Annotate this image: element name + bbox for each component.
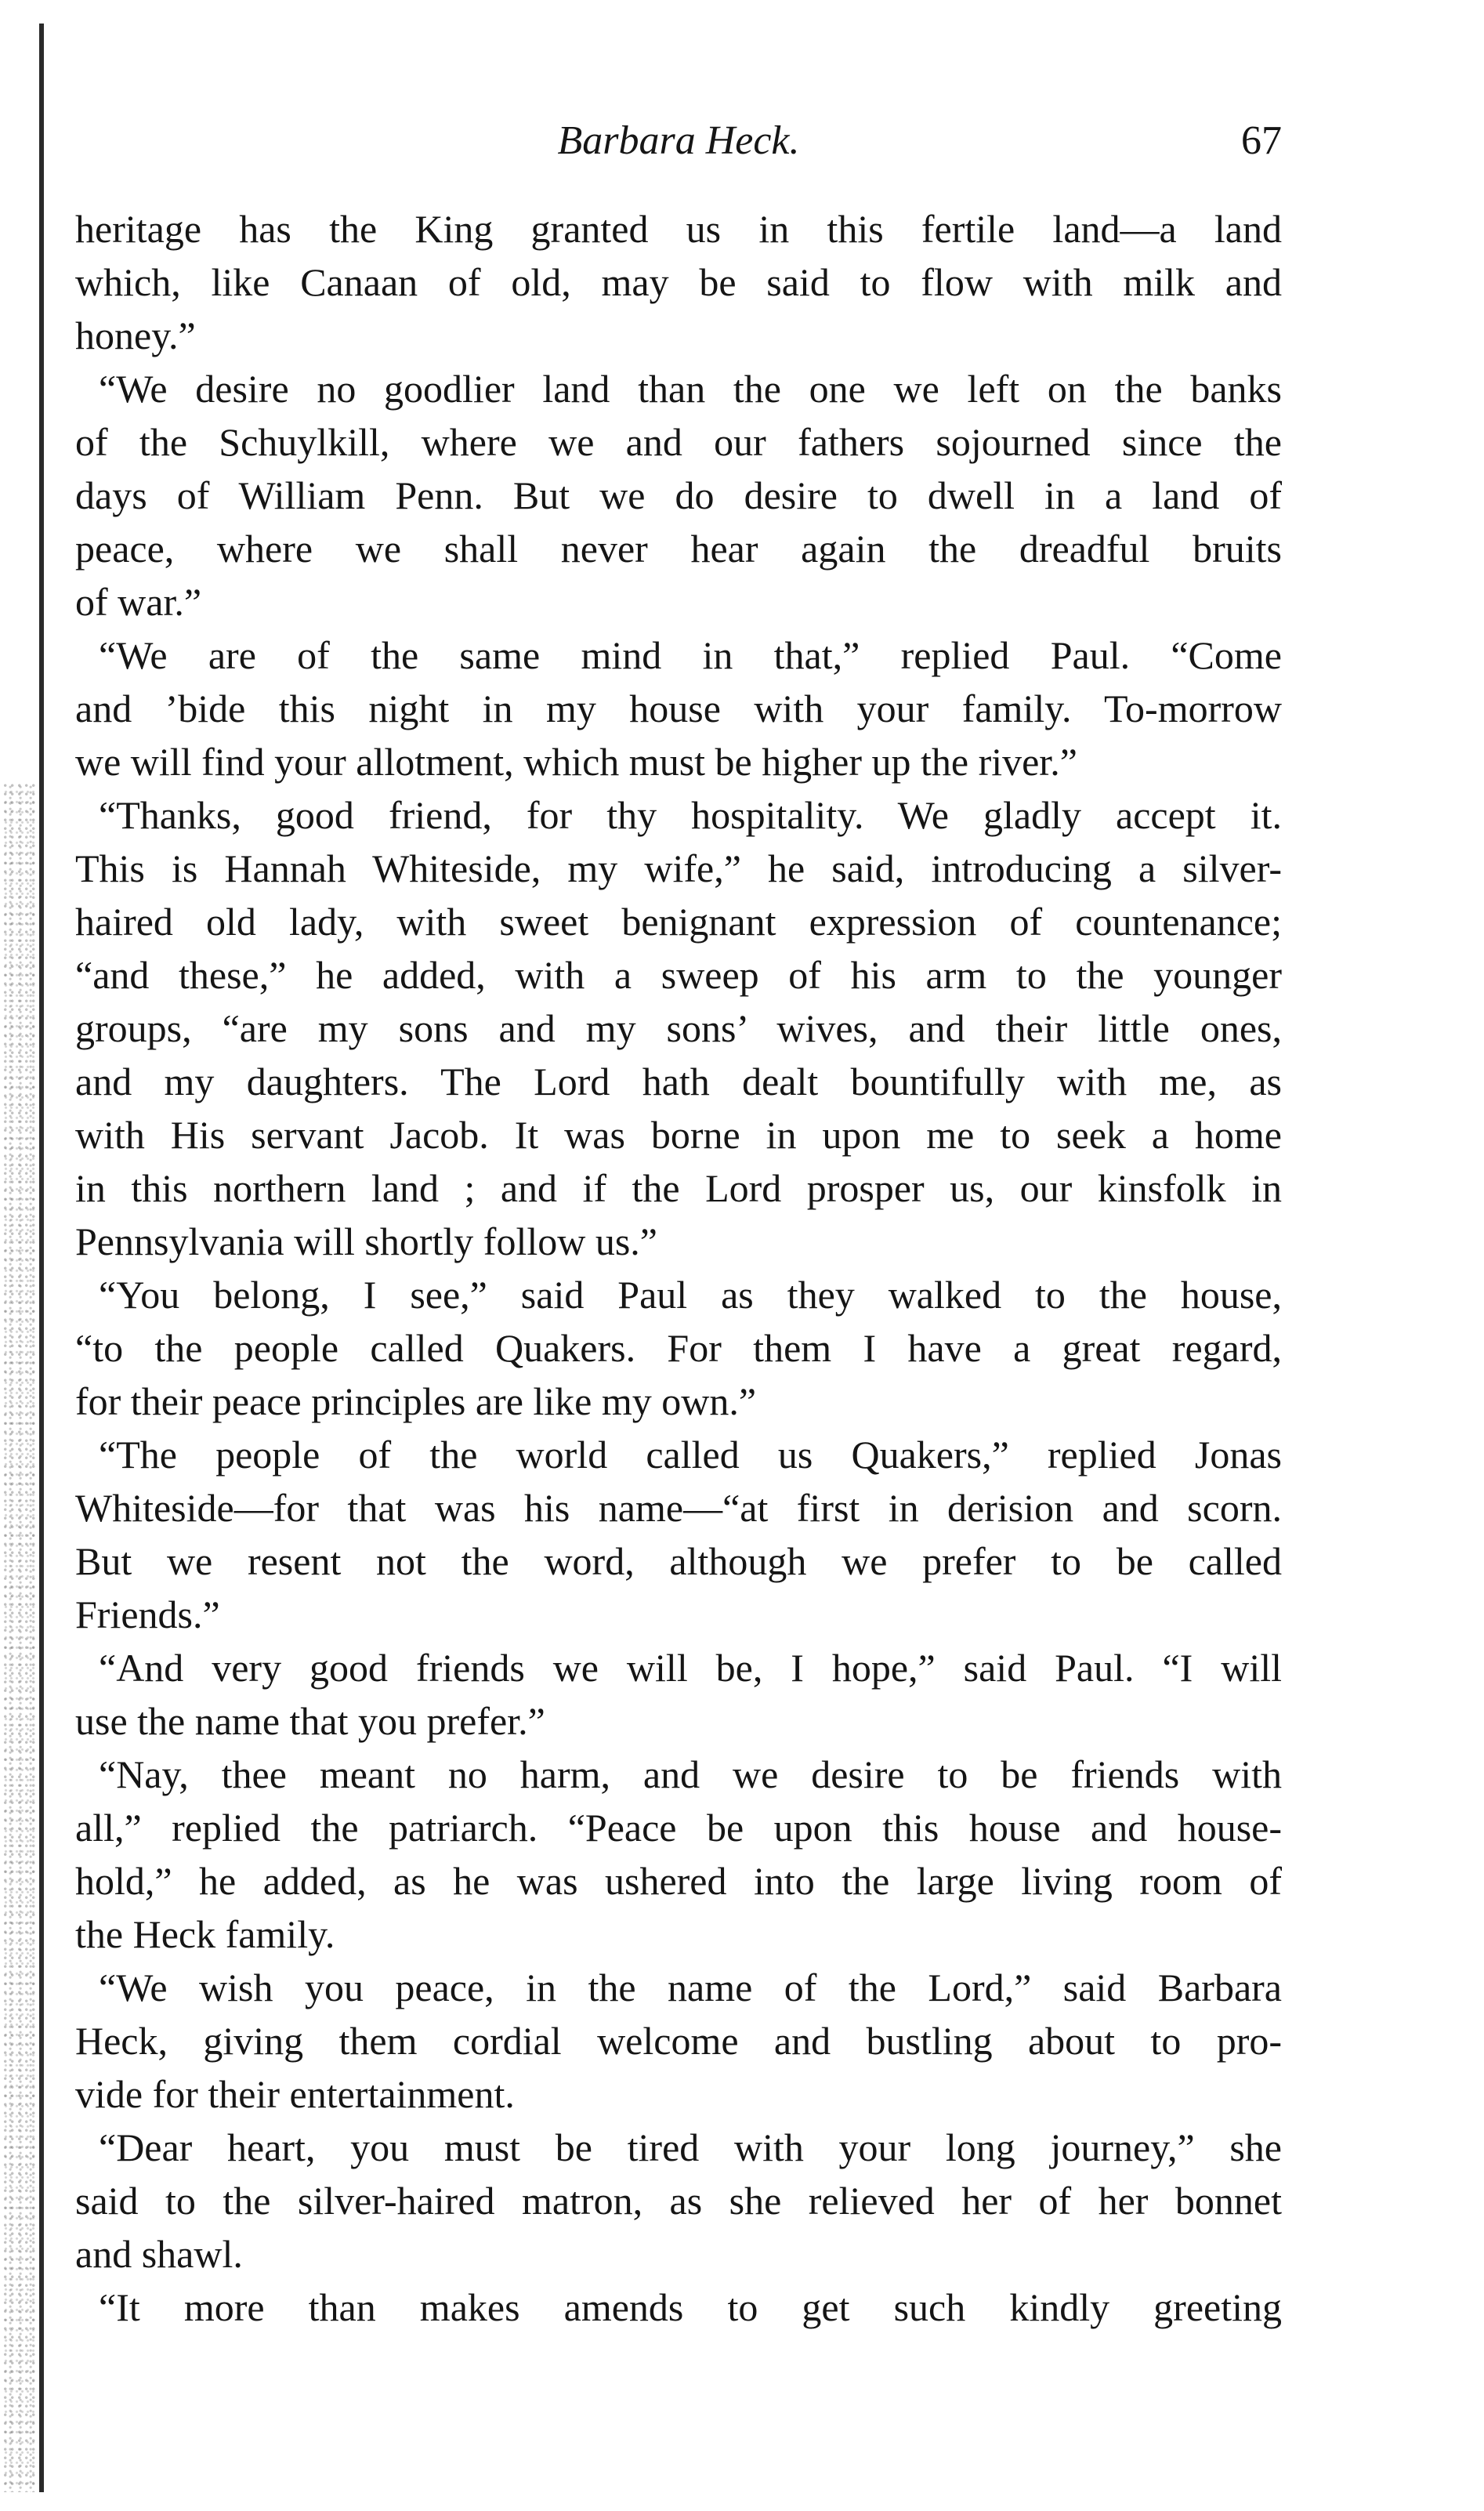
page-header	[75, 110, 1282, 172]
text-line: all,” replied the patriarch. “Peace be upon this house and house-	[75, 1806, 1282, 1850]
text-line: said to the silver-haired matron, as she relieved her of her bonnet	[75, 2179, 1282, 2223]
text-line: of the Schuylkill, where we and our fathers sojourned since the	[75, 420, 1282, 464]
binding-gutter	[0, 0, 63, 2511]
text-line: of war.”	[75, 580, 202, 624]
text-line: Pennsylvania will shortly follow us.”	[75, 1219, 657, 1263]
text-line: Whiteside—for that was his name—“at first in derision and scorn.	[75, 1486, 1282, 1530]
binding-edge-line	[39, 24, 44, 2492]
text-line: in this northern land ; and if the Lord prosper us, our kinsfolk in	[75, 1166, 1282, 1210]
text-line: “We wish you peace, in the name of the Lord,” said Barbara	[99, 1966, 1282, 2009]
text-line: honey.”	[75, 313, 196, 357]
text-line: heritage has the King granted us in this fertile land—a land	[75, 207, 1282, 251]
text-line: days of William Penn. But we do desire to dwell in a land of	[75, 473, 1282, 517]
page-number: 67	[1241, 118, 1282, 163]
text-line: “Thanks, good friend, for thy hospitality. We gladly accept it.	[99, 793, 1282, 837]
text-line: “It more than makes amends to get such kindly greeting	[99, 2285, 1282, 2329]
running-title: Barbara Heck.	[557, 118, 800, 163]
text-line: and ’bide this night in my house with your family. To-morrow	[75, 687, 1282, 730]
text-line: “and these,” he added, with a sweep of his arm to the younger	[75, 953, 1282, 997]
text-line: with His servant Jacob. It was borne in upon me to seek a home	[75, 1113, 1282, 1157]
text-line: peace, where we shall never hear again the dreadful bruits	[75, 527, 1282, 571]
text-line: use the name that you prefer.”	[75, 1699, 545, 1743]
text-line: This is Hannah Whiteside, my wife,” he said, introducing a silver-	[75, 846, 1282, 890]
body-text	[75, 202, 1282, 2334]
text-line: we will find your allotment, which must be higher up the river.”	[75, 740, 1077, 784]
binding-speckle	[3, 784, 38, 2492]
text-line: haired old lady, with sweet benignant expression of countenance;	[75, 900, 1282, 944]
text-line: Heck, giving them cordial welcome and bustling about to pro-	[75, 2019, 1282, 2063]
text-line: “We are of the same mind in that,” replied Paul. “Come	[99, 633, 1282, 677]
text-line: the Heck family.	[75, 1912, 335, 1956]
text-line: “to the people called Quakers. For them I have a great regard,	[75, 1326, 1282, 1370]
text-line: But we resent not the word, although we prefer to be called	[75, 1539, 1282, 1583]
text-line: and shawl.	[75, 2232, 243, 2276]
text-line: “Nay, thee meant no harm, and we desire to be friends with	[99, 1752, 1282, 1796]
text-line: groups, “are my sons and my sons’ wives, and their little ones,	[75, 1006, 1282, 1050]
text-line: and my daughters. The Lord hath dealt bountifully with me, as	[75, 1060, 1282, 1103]
text-line: vide for their entertainment.	[75, 2072, 515, 2116]
text-line: “Dear heart, you must be tired with your long journey,” she	[99, 2125, 1282, 2169]
text-line: which, like Canaan of old, may be said to flow with milk and	[75, 260, 1282, 304]
text-line: for their peace principles are like my own.”	[75, 1379, 757, 1423]
text-line: “The people of the world called us Quakers,” replied Jonas	[99, 1433, 1282, 1477]
text-line: hold,” he added, as he was ushered into the large living room of	[75, 1859, 1282, 1903]
text-line: “You belong, I see,” said Paul as they walked to the house,	[99, 1273, 1282, 1317]
text-line: “We desire no goodlier land than the one we left on the banks	[99, 367, 1282, 411]
text-line: Friends.”	[75, 1592, 220, 1636]
text-line: “And very good friends we will be, I hope,” said Paul. “I will	[99, 1646, 1282, 1690]
